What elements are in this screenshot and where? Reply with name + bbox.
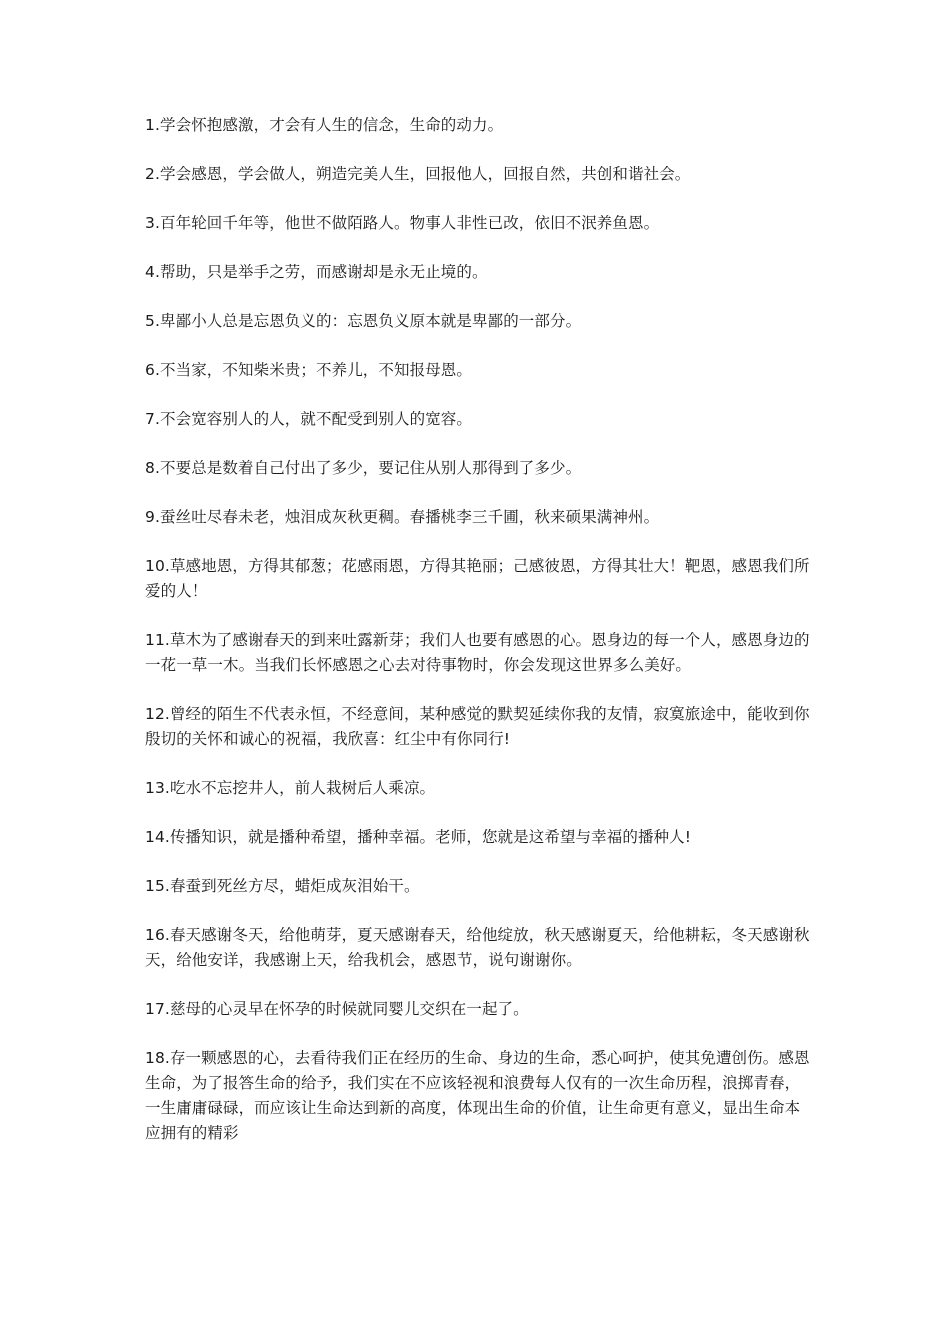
quote-item-2: 2.学会感恩，学会做人，朔造完美人生，回报他人，回报自然，共创和谐社会。 xyxy=(145,165,691,183)
quote-item-5: 5.卑鄙小人总是忘恩负义的：忘恩负义原本就是卑鄙的一部分。 xyxy=(145,312,582,330)
quote-item-14: 14.传播知识，就是播种希望，播种幸福。老师，您就是这希望与幸福的播种人! xyxy=(145,828,692,846)
quote-item-15: 15.春蚕到死丝方尽，蜡炬成灰泪始干。 xyxy=(145,877,420,895)
quote-list xyxy=(145,113,813,1170)
quote-item-4: 4.帮助，只是举手之劳，而感谢却是永无止境的。 xyxy=(145,263,488,281)
quote-item-12: 12.曾经的陌生不代表永恒，不经意间，某种感觉的默契延续你我的友情，寂寞旅途中，能收到你殷切的关怀和诚心的祝福，我欣喜：红尘中有你同行! xyxy=(145,705,810,748)
quote-item-10: 10.草感地恩，方得其郁葱；花感雨恩，方得其艳丽；己感彼恩，方得其壮大！靶恩，感恩我们所爱的人！ xyxy=(145,557,810,600)
quote-item-9: 9.蚕丝吐尽春未老，烛泪成灰秋更稠。春播桃李三千圃，秋来硕果满神州。 xyxy=(145,508,660,526)
quote-item-16: 16.春天感谢冬天，给他萌芽，夏天感谢春天，给他绽放，秋天感谢夏天，给他耕耘，冬天感谢秋天，给他安详，我感谢上天，给我机会，感恩节，说句谢谢你。 xyxy=(145,926,810,969)
quote-item-3: 3.百年轮回千年等，他世不做陌路人。物事人非性已改，依旧不泯养鱼恩。 xyxy=(145,214,660,232)
quote-item-17: 17.慈母的心灵早在怀孕的时候就同婴儿交织在一起了。 xyxy=(145,1000,529,1018)
quote-item-6: 6.不当家，不知柴米贵；不养儿，不知报母恩。 xyxy=(145,361,472,379)
quote-item-8: 8.不要总是数着自己付出了多少，要记住从别人那得到了多少。 xyxy=(145,459,582,477)
quote-item-7: 7.不会宽容别人的人，就不配受到别人的宽容。 xyxy=(145,410,472,428)
quote-item-18: 18.存一颗感恩的心，去看待我们正在经历的生命、身边的生命，悉心呵护，使其免遭创伤。感恩生命，为了报答生命的给予，我们实在不应该轻视和浪费每人仅有的一次生命历程，浪掷青春，一生庸庸碌碌，而应该让生命达到新的高度，体现出生命的价值，让生命更有意义，显出生命本应拥有的精彩 xyxy=(145,1049,810,1142)
quote-item-11: 11.草木为了感谢春天的到来吐露新芽；我们人也要有感恩的心。恩身边的每一个人，感恩身边的一花一草一木。当我们长怀感恩之心去对待事物时，你会发现这世界多么美好。 xyxy=(145,631,810,674)
quote-item-1: 1.学会怀抱感激，才会有人生的信念，生命的动力。 xyxy=(145,116,504,134)
quote-item-13: 13.吃水不忘挖井人，前人栽树后人乘凉。 xyxy=(145,779,436,797)
